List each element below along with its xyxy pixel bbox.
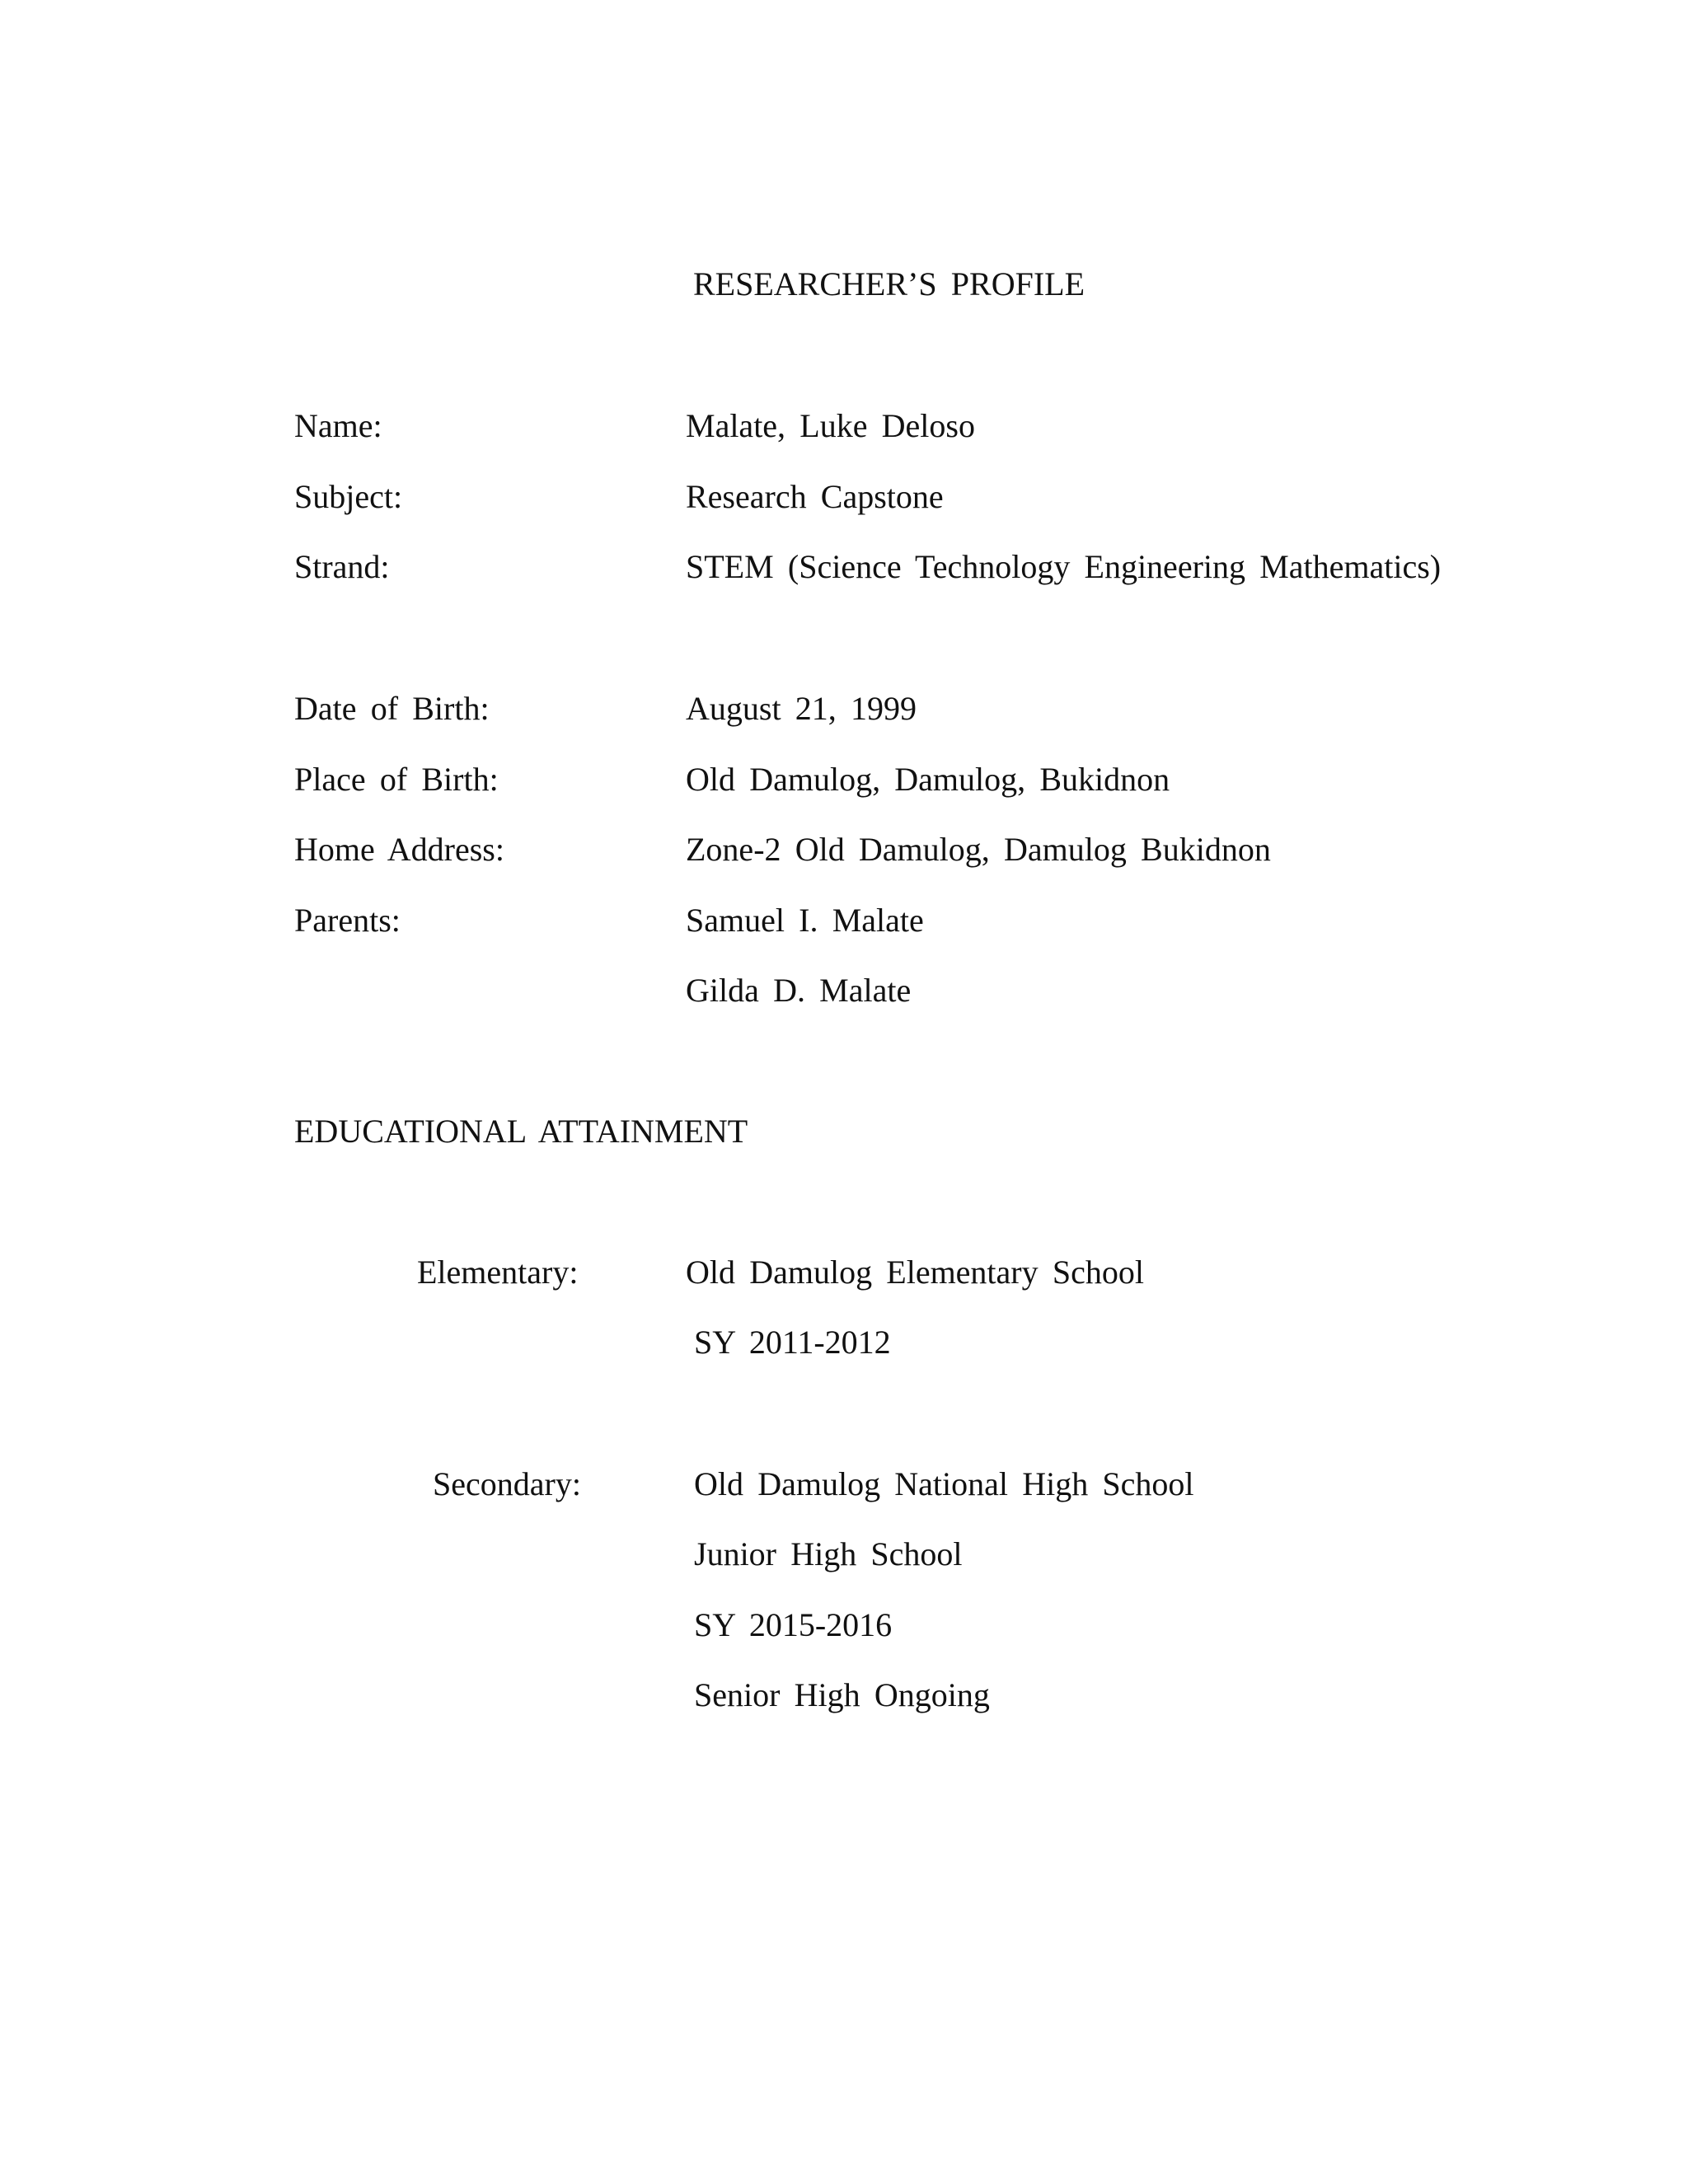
place-of-birth-label: Place of Birth: [294, 761, 499, 798]
secondary-sy-value: SY 2015-2016 [694, 1606, 893, 1643]
name-value: Malate, Luke Deloso [686, 407, 975, 444]
secondary-school-value: Old Damulog National High School [694, 1465, 1194, 1502]
home-address-label: Home Address: [294, 831, 504, 868]
home-address-value: Zone-2 Old Damulog, Damulog Bukidnon [686, 831, 1271, 868]
secondary-level-value: Junior High School [694, 1535, 963, 1572]
date-of-birth-value: August 21, 1999 [686, 690, 917, 727]
subject-label: Subject: [294, 478, 403, 515]
elementary-school-value: Old Damulog Elementary School [686, 1254, 1144, 1291]
strand-label: Strand: [294, 548, 390, 585]
page-title: RESEARCHER’S PROFILE [693, 265, 1085, 302]
parent-father-value: Samuel I. Malate [686, 902, 924, 939]
secondary-label: Secondary: [433, 1465, 581, 1502]
place-of-birth-value: Old Damulog, Damulog, Bukidnon [686, 761, 1170, 798]
elementary-label: Elementary: [417, 1254, 579, 1291]
elementary-sy-value: SY 2011-2012 [694, 1324, 891, 1361]
date-of-birth-label: Date of Birth: [294, 690, 490, 727]
education-heading: EDUCATIONAL ATTAINMENT [294, 1113, 748, 1150]
parents-label: Parents: [294, 902, 401, 939]
name-label: Name: [294, 407, 382, 444]
subject-value: Research Capstone [686, 478, 944, 515]
parent-mother-value: Gilda D. Malate [686, 972, 912, 1009]
strand-value: STEM (Science Technology Engineering Mathematics) [686, 548, 1442, 585]
senior-high-status-value: Senior High Ongoing [694, 1676, 990, 1713]
